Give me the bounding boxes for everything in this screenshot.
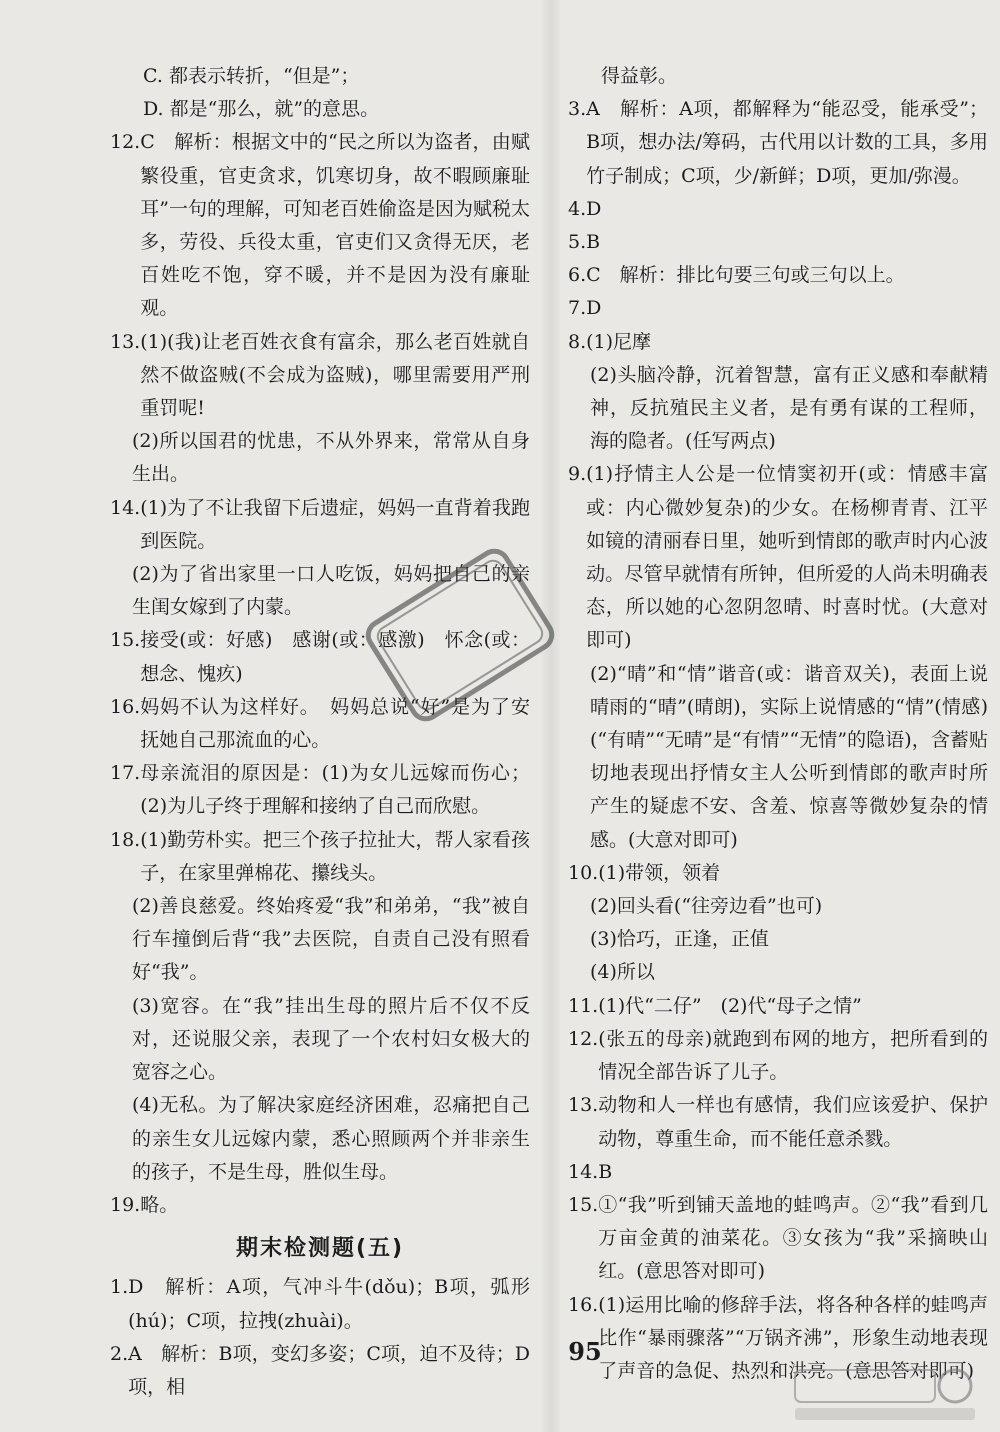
- answer-text: A 解析：B项，变幻多姿；C项，迫不及待；D项，相: [128, 1342, 530, 1398]
- answer-number: 15.: [568, 1193, 599, 1216]
- answer-text: (1)(我)让老百姓衣食有富余，那么老百姓就自然不做盗贼(不会成为盗贼)，哪里需要用严刑重罚呢!: [140, 330, 530, 420]
- answer-number: 9.: [568, 463, 587, 486]
- answer-text: B: [598, 1160, 613, 1183]
- answer-number: 4.: [568, 197, 587, 220]
- answer-number: 18.: [110, 828, 141, 851]
- answer-item: [568, 326, 988, 359]
- answer-number: 16.: [110, 695, 141, 718]
- answer-subpart: (3)宽容。在“我”挂出生母的照片后不仅不反对，还说服父亲，表现了一个农村妇女极大的宽容之心。: [132, 994, 530, 1084]
- answer-text: 妈妈不认为这样好。 妈妈总说“好”是为了安抚她自己那流血的心。: [140, 695, 530, 752]
- answer-text: (1)勤劳朴实。把三个孩子拉扯大，帮人家看孩子，在家里弹棉花、攥线头。: [140, 828, 530, 884]
- section-title: 期末检测题(五): [235, 1236, 405, 1262]
- answer-subpart: (4)无私。为了解决家庭经济困难，忍痛把自己的亲生女儿远嫁内蒙，悉心照顾两个并非亲生的孩子，不是生母，胜似生母。: [132, 1094, 530, 1183]
- answer-item: [110, 1189, 530, 1222]
- answer-number: 10.: [568, 861, 599, 884]
- answer-text: B: [586, 231, 601, 254]
- answer-text: ①“我”听到铺天盖地的蛙鸣声。②“我”看到几万亩金黄的油菜花。③女孩为“我”采摘映山红。(意思答对即可): [598, 1193, 988, 1283]
- answer-text: D 解析：A项，气冲斗牛(dǒu)；B项，弧形(hú)；C项，拉拽(zhuài)。: [128, 1276, 530, 1332]
- answer-text: D: [586, 197, 602, 220]
- answer-subpart: (2)所以国君的忧患，不从外界来，常常从自身生出。: [132, 430, 530, 486]
- answer-item: [110, 1271, 530, 1337]
- answer-number: 17.: [110, 762, 141, 785]
- answer-item: [110, 126, 530, 325]
- answer-item: [110, 326, 530, 426]
- answer-item: [568, 1156, 988, 1189]
- answer-text: 略。: [140, 1193, 179, 1216]
- answer-text: (1)运用比喻的修辞手法，将各种各样的蛙鸣声比作“暴雨骤落”“万锅齐沸”，形象生动地表现了声音的急促、热烈和洪亮。(意思答对即可): [598, 1293, 988, 1382]
- answer-number: 15.: [110, 629, 141, 652]
- answer-item: [568, 93, 988, 193]
- answer-text: (1)抒情主人公是一位情窦初开(或：情感丰富或：内心微妙复杂)的少女。在杨柳青青、江平如镜的清丽春日里，她听到情郎的歌声时内心波动。尽管早就情有所钟，但所爱的人尚未明确表态，所以她的心忽阴忽晴、时喜时忧。(大意对即可): [586, 463, 988, 652]
- answer-item: [568, 1023, 988, 1089]
- answer-item: [568, 193, 988, 226]
- answer-subpart: (4)所以: [590, 961, 655, 984]
- answer-number: 14.: [568, 1160, 599, 1183]
- answer-item: [568, 292, 988, 325]
- answer-item: [110, 757, 530, 823]
- answer-text: C 解析：排比句要三句或三句以上。: [586, 264, 905, 287]
- answer-subpart: (2)头脑冷静，沉着智慧，富有正义感和奉献精神，反抗殖民主义者，是有勇有谋的工程师，海的隐者。(任写两点): [590, 363, 988, 453]
- answer-number: 5.: [568, 231, 587, 254]
- answer-text: (1)为了不让我留下后遗症，妈妈一直背着我跑到医院。: [140, 496, 530, 552]
- answer-number: 2.: [110, 1342, 129, 1365]
- answer-number: 19.: [110, 1193, 141, 1216]
- answer-item: [110, 824, 530, 890]
- answer-subpart: (2)为了省出家里一口人吃饭，妈妈把自己的亲生闺女嫁到了内蒙。: [132, 563, 530, 619]
- answer-item: [110, 1338, 530, 1404]
- answer-item: [568, 1089, 988, 1155]
- answer-text: D: [586, 297, 602, 320]
- answer-number: 13.: [568, 1094, 599, 1117]
- answer-number: 3.: [568, 98, 587, 121]
- right-column: [568, 60, 988, 1388]
- continued-line: D. 都是“那么，就”的意思。: [143, 98, 380, 121]
- answer-number: 11.: [568, 994, 599, 1017]
- answer-item: [568, 857, 988, 890]
- answer-number: 6.: [568, 264, 587, 287]
- page-number: 95: [568, 1337, 602, 1366]
- answer-number: 8.: [568, 330, 587, 353]
- page-gutter-shadow: [540, 0, 562, 1432]
- answer-text: A 解析：A项，都解释为“能忍受，能承受”；B项，想办法/筹码，古代用以计数的工具，多用竹子制成；C项，少/新鲜；D项，更加/弥漫。: [586, 98, 988, 187]
- answer-text: 母亲流泪的原因是：(1)为女儿远嫁而伤心；(2)为儿子终于理解和接纳了自己而欣慰。: [140, 762, 530, 818]
- answer-number: 7.: [568, 297, 587, 320]
- answer-text: C 解析：根据文中的“民之所以为盗者，由赋繁役重，官吏贪求，饥寒切身，故不暇顾廉耻耳”一句的理解，可知老百姓偷盗是因为赋税太多，劳役、兵役太重，官吏们又贪得无厌，老百姓吃不饱，穿不暖，并不是因为没有廉耻观。: [140, 131, 530, 320]
- answer-text: 动物和人一样也有感情，我们应该爱护、保护动物，尊重生命，而不能任意杀戮。: [598, 1094, 988, 1150]
- answer-number: 14.: [110, 496, 141, 519]
- answer-subpart: (2)回头看(“往旁边看”也可): [590, 895, 823, 918]
- answer-item: [568, 990, 988, 1023]
- answer-number: 12.: [568, 1027, 599, 1050]
- site-logo: [785, 1364, 985, 1424]
- answer-number: 12.: [110, 131, 141, 154]
- answer-item: [568, 1189, 988, 1289]
- answer-text: (1)带领，领着: [598, 861, 721, 884]
- answer-number: 16.: [568, 1293, 599, 1316]
- answer-text: (张五的母亲)就跑到布网的地方，把所看到的情况全部告诉了儿子。: [598, 1027, 988, 1084]
- answer-number: 1.: [110, 1276, 129, 1299]
- answer-text: (1)代“二仔” (2)代“母子之情”: [598, 994, 862, 1017]
- answer-text: (1)尼摩: [586, 330, 652, 353]
- answer-subpart: (3)恰巧，正逢，正值: [590, 928, 769, 951]
- answer-item: [568, 458, 988, 657]
- continued-line: C. 都表示转折，“但是”；: [143, 65, 360, 87]
- answer-subpart: (2)“晴”和“情”谐音(或：谐音双关)，表面上说晴雨的“晴”(晴朗)，实际上说情感的“情”(情感)(“有晴”“无晴”是“有情”“无情”的隐语)，含蓄贴切地表现出抒情女主人公听到情郎的歌声时所产生的疑虑不安、含羞、惊喜等微妙复杂的情感。(大意对即可): [590, 662, 988, 851]
- answer-item: [568, 259, 988, 292]
- answer-number: 13.: [110, 330, 141, 353]
- answer-subpart: (2)善良慈爱。终始疼爱“我”和弟弟，“我”被自行车撞倒后背“我”去医院，自责自己没有照看好“我”。: [132, 895, 530, 984]
- answer-text: 接受(或：好感) 感谢(或：感激) 怀念(或：想念、愧疚): [140, 629, 530, 685]
- continued-line: 得益彰。: [601, 65, 678, 87]
- answer-item: [568, 226, 988, 259]
